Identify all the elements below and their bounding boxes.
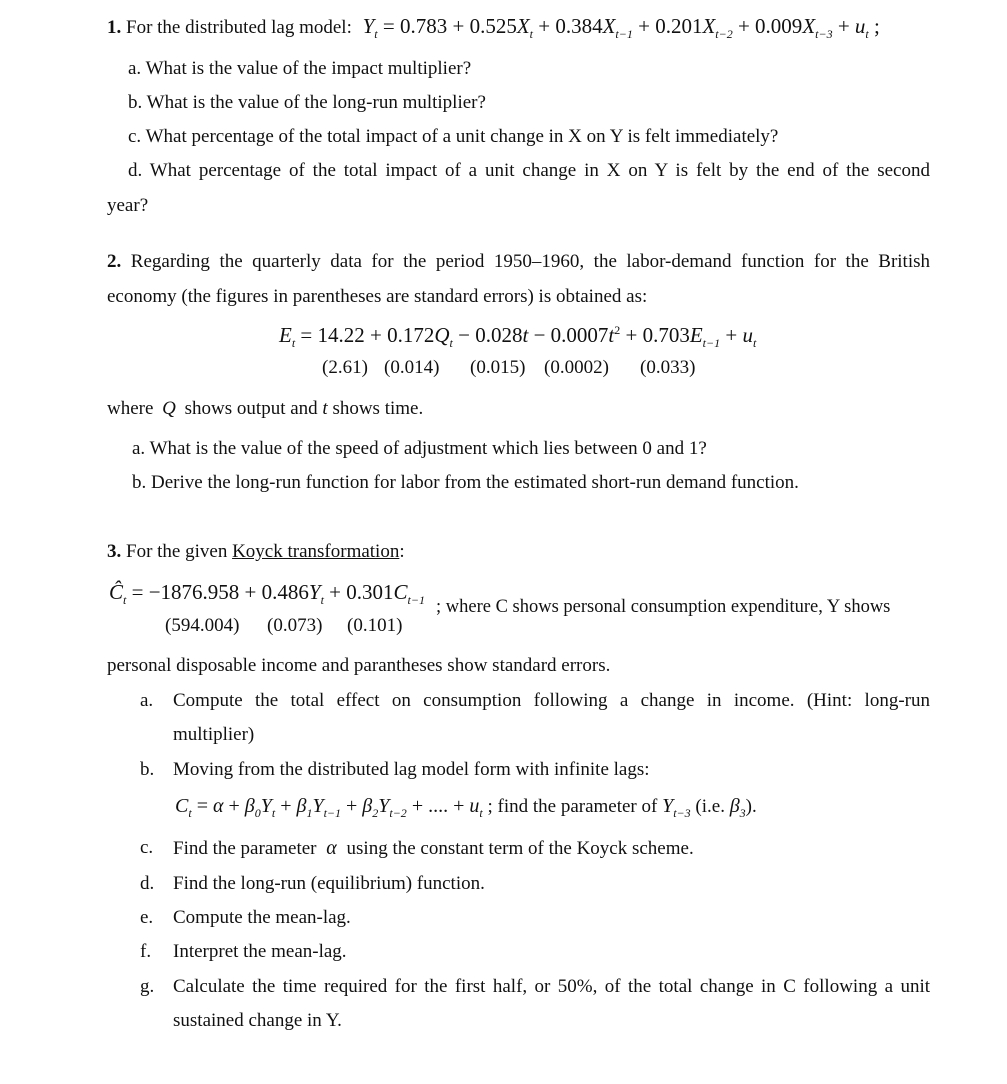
q1-item-b: b. What is the value of the long-run multiplier? [128,92,486,113]
q2-std-error-4: (0.033) [640,357,696,378]
q3-item-b-equation: $C_t = \alpha + \beta_0Y_t + \beta_1Y_{t-1} + \beta_2Y_{t-2}$ + .... + $u_t$ ; find the parameter of $Y_{t-3}$ (i.e. $\beta_3$). [175,795,757,820]
q3-std-error-2: (0.101) [347,615,403,636]
q1-item-a: a. What is the value of the impact multiplier? [128,58,472,79]
q3-item-f-label: f. [140,941,152,962]
q3-item-g-label: g. [140,976,155,997]
q3-std-error-0: (594.004) [165,615,240,636]
q3-item-d: Find the long-run (equilibrium) function. [173,873,485,894]
q1-header [107,14,880,40]
q1-item-d: d. What percentage of the total impact of a unit change in X on Y is felt by the end of the second [128,160,930,181]
q3-item-a: Compute the total effect on consumption following a change in income. (Hint: long-run [173,690,930,711]
q3-std-error-1: (0.073) [267,615,323,636]
q3-item-a-label: a. [140,690,154,711]
q2-std-error-0: (2.61) [322,357,368,378]
q1-number: 1. [107,17,122,38]
q3-item-c-label: c. [140,837,154,858]
alpha-symbol: α [326,837,337,859]
q2-item-a: a. What is the value of the speed of adjustment which lies between 0 and 1? [132,438,707,459]
q1-equation: $Y_t = 0.783 + 0.525X_t + 0.384X_{t-1} + 0.201X_{t-2} + 0.009X_{t-3} + u_t$ ; [362,14,880,41]
koyck-transformation-link: Koyck transformation [232,541,400,562]
q3-header: 3. For the given Koyck transformation: [107,541,405,562]
q3-line-after: personal disposable income and parantheses show standard errors. [107,655,611,676]
q3-equation-trail: ; where C shows personal consumption expenditure, Y shows [436,597,891,617]
q2-line1: 2. Regarding the quarterly data for the period 1950–1960, the labor-demand function for the British [107,251,931,272]
q2-number: 2. [107,251,122,272]
q3-equation: $Ĉ_t = -1876.958 + 0.486Y_t + 0.301C_{t-1}$ [109,580,425,607]
q3-item-a-cont: multiplier) [173,724,255,745]
q2-where: where Q shows output and t shows time. [107,398,424,419]
q3-item-g: Calculate the time required for the first half, or 50%, of the total change in C following a unit [173,976,930,997]
q2-item-b: b. Derive the long-run function for labor from the estimated short-run demand function. [132,472,799,493]
q2-std-error-2: (0.015) [470,357,526,378]
q3-item-e-label: e. [140,907,154,928]
q1-item-c: c. What percentage of the total impact of a unit change in X on Y is felt immediately? [128,126,779,147]
q3-item-g-cont: sustained change in Y. [173,1010,342,1031]
q2-std-error-3: (0.0002) [544,357,609,378]
q3-item-b-label: b. [140,759,155,780]
q1-intro: For the distributed lag model: [126,17,352,38]
q3-number: 3. [107,541,122,562]
q2-line2: economy (the figures in parentheses are standard errors) is obtained as: [107,286,648,307]
q3-item-d-label: d. [140,873,155,894]
q2-equation: $E_t = 14.22 + 0.172Q_t - 0.028t - 0.0007t^2 + 0.703E_{t-1} + u_t$ [279,323,757,350]
q3-item-b: Moving from the distributed lag model form with infinite lags: [173,759,650,780]
q3-item-f: Interpret the mean-lag. [173,941,347,962]
q2-std-error-1: (0.014) [384,357,440,378]
q3-item-c: Find the parameter α using the constant term of the Koyck scheme. [173,837,694,859]
q3-item-e: Compute the mean-lag. [173,907,351,928]
q1-item-d-continued: year? [107,195,149,216]
